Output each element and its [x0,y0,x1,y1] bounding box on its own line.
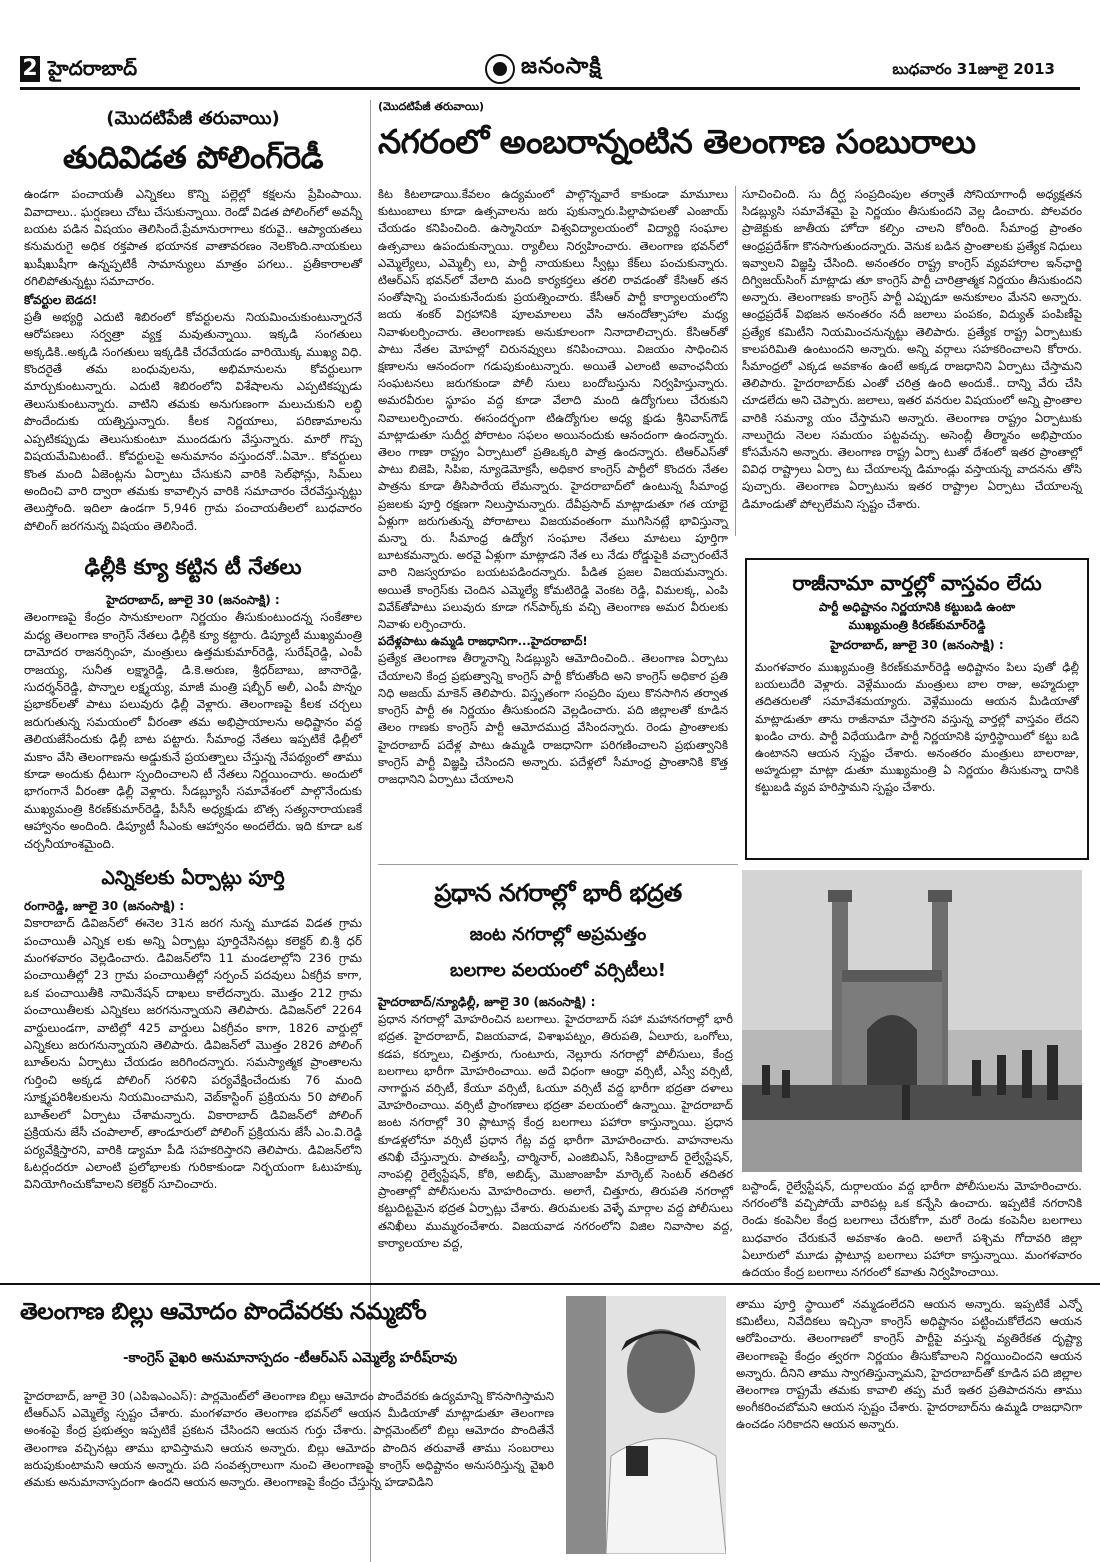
masthead [0,52,1100,88]
security-body-2: బస్టాండ్, రైల్వేస్టేషన్, దుర్గాలయం వద్ద భారీగా పోలీసులను మోహరించారు. నగరంలోకి వచ్చిపోయే వారిపట్ల ఒక కన్నేసి ఉంచారు. ఇప్పటికే నగరానికి రెండు కంపెనీల కేంద్ర బలగాలు చేరుకోగా, మరో రెండు కంపెనీల బలగాలు బుధవారం చేరుకునే అవకాశం ఉంది. అలాగే పశ్చిమ గోదావరి జిల్లా ఏలూరులో మూడు ప్లాటూన్ల బలగాలు పహారా కాస్తున్నాయి. మంగళవారం ఉదయం కేంద్ర బలగాలు నగరంలో కవాతు నిర్వహించాయి. [742,1179,1082,1280]
bill-column-right [736,1296,1082,1434]
paper-logo [485,52,602,86]
polling-body-2: ప్రతీ అభ్యర్థి ఎదుటి శిబిరంలో కోవర్టులను నియమించుకుంటున్నారనే ఆరోపణలు సర్వత్రా వ్యక్త మవుతున్నాయి. ఇక్కడి సంగతులు అక్కడికి..అక్కడి సంగతులు ఇక్కడికి చేరవేయడం వారియొక్క ముఖ్య విధి. కొందరైతే తమ బంధువులను, అభిమానులను కోవర్టులుగా మార్చుకుంటున్నారు. ఎదుటి శిబిరంలోని విశేషాలను ఎప్పటికప్పుడు తెలుసుకుంటున్నారు. వాటిని తమకు అనుగుణంగా మలుచుకుని లబ్ధి పొందేందుకు యత్నిస్తున్నారు. కీలక నిర్ణయాలు, పరిణామాలను ఎప్పటికప్పుడు తెలుసుకుంటూ ముందడుగు వేస్తున్నారు. మారో గొప్ప విషయమేమిటంటే.. కోవర్టులపై అనుమానం వస్తుందనో..ఏమో.. కోవర్టులు కొంత మంది ఏజెంట్లను ఏర్పాటు చేసుకుని వారికి సెల్‌ఫోన్లు, సిమ్‌లు అందించి వారి ద్వారా తమకు కావాల్సిన వారికి సమాచారం చేరవేస్తున్నట్టు తెలుస్తోంది. ఇదిలా ఉండగా 5,946 గ్రామ పంచాయతీలలో బుధవారం పోలింగ్ జరగనున్న విషయం తెలిసిందే. [24,309,362,533]
page-number: 2 [20,56,40,82]
resignation-dateline: హైదరాబాద్, జూలై 30 (జనంసాక్షి) : [830,638,1004,652]
resignation-box [745,558,1089,860]
harish-rao-photo [566,1296,726,1554]
bottom-rule [0,1283,1100,1285]
bill-body: హైదరాబాద్, జూలై 30 (ఎపిఇఎంఎస్): పార్లమెంట్‌లో తెలంగాణ బిల్లు ఆమోదం పొందేవరకు ఉద్యమాన్ని కొనసాగిస్తామని టీఆర్ఎస్ ఎమ్మెల్యే స్పష్టం చేశారు. మంగళవారం తెలంగాణ భవన్‌లో ఆయన మీడియాతో మాట్లాడుతూ తెలంగాణ అంశంపై కేంద్ర ప్రభుత్వం ఇప్పటికే ప్రకటన చేసిందని ఆయన గుర్తు చేశారు. పార్లమెంట్‌లో బిల్లు ఆమోదం పొందితేనే తెలంగాణ వచ్చినట్లు తాము భావిస్తామని ఆయన అన్నారు. బిల్లు ఆమోదం పొందిన తరువాతే తాము సంబరాలు జరుపుకుంటామని ఆయన అన్నారు. పది సంవత్సరాలుగా నుంచి తెలంగాణపై కాంగ్రెస్ అధిష్టానం అనుసరిస్తున్న వైఖరి తమకు అనుమానాస్పదంగా ఉందని ఆయన అన్నారు. తెలంగాణపై కేంద్రం చేస్తున్న హడావిడిని [24,1389,554,1490]
column-divider [735,186,736,536]
left-column [24,110,362,1194]
edition-city: హైదరాబాద్ [48,56,138,80]
security-body: ప్రధాన నగరాల్లో మోహరించిన బలగాలు. హైదరాబాద్ సహా మహానగరాల్లో భారీ భద్రత. హైదరాబాద్, విజయవాడ, విశాఖపట్నం, తిరుపతి, ఏలూరు, ఒంగోలు, కడప, కర్నూలు, చిత్తూరు, గుంటూరు, నెల్లూరు నగరాల్లో పోలీసులు, కేంద్ర బలగాలు భారీగా మోహరించాయి. అదే విధంగా ఆంధ్రా వర్సిటీ, ఎస్వీ వర్సిటీ, నాగార్జున వర్సిటీ, కేయూ వర్సిటీ, ఓయూ వర్సిటీ వద్ద భారీగా భద్రతా దళాలు మోహరించాయి. వర్సిటీ ప్రాంగణాలు భద్రతా వలయంలో ఉన్నాయి. హైదరాబాద్ జంట నగరాల్లో 30 ప్లాటూన్ల కేంద్ర బలగాలు పహారా కాస్తున్నాయి. ప్రధాన కూడళ్లలోనూ వర్సిటీ ప్రధాన గేట్ల వద్ద భారీగా మోహరించారు. వాహనాలను తనిఖీ చేస్తున్నారు. పాతబస్తీ, చార్మినార్, ఎంజిబిఎస్, సికింద్రాబాద్ రైల్వేస్టేషన్, నాంపల్లి రైల్వేస్టేషన్, కోఠి, అబిడ్స్, మొజాంజాహీ మార్కెట్ సెంటర్ తదితర ప్రాంతాల్లో పోలీసులను మోహరించారు. అలాగే, చిత్తూరు, తిరుపతి నగరాల్లో కట్టుదిట్టమైన భద్రత ఏర్పాట్లు చేశారు. తిరుమలకు వెళ్ళే మార్గాల వద్ద పోలీసులు తనిఖీలు ముమ్మరంచేశారు. విజయవాడ నగరంలోని విజిల నివాసాల వద్ద, కార్యాలయాల వద్ద, [378,1012,733,1250]
continued-kicker: (మొదటిపేజీ తరువాయి) [106,108,280,129]
column-divider [370,100,371,1562]
security-dateline: హైదరాబాద్/న్యూఢిల్లీ, జూలై 30 (జనంసాక్షి) : [378,995,596,1009]
lead-body-1: కిట కిటలాడాయి.కేవలం ఉద్యమంలో పాల్గొన్నవారే కాకుండా మామూలు కుటుంబాలు కూడా ఉత్సవాలను జరు పుకున్నారు.పిల్లాపాపలతో ఎంజాయ్ చేయడం కనిపించింది. ఉస్మానియా విశ్వవిద్యాలయంలో విద్యార్థి సంఘాల ఉత్సవాలు ఉపందుకున్నాయి. ర్యాలీలు నిర్వహించారు. తెలంగాణ భవన్‌లో ఎమ్మెల్యేలు, ఎమ్మెల్సీ లు, పార్టీ నాయకులు స్వీట్లు కేక్‌లు పంచుకున్నారు. టిఆర్‌ఎస్ భవన్‌లో వేలాది మంది కార్యకర్తలు తరలి రావడంతో కేసిఆర్ తన సంతోషాన్ని పంచుకునేందుకు ప్రయత్నించారు. కేసీఆర్ పార్టీ కార్యాలయంలోని జయ శంకర్ విగ్రహానికి పూలమాలలు వేసి ఆనందోత్సాహాల మధ్య నివాళులర్పించారు. తెలంగాణకు అనుకూలంగా నినాదాలిచ్చారు. కేసిఆర్‌తో పాటు నేతల మోహల్లో చిరునవ్వులు కనిపించాయి. విజయం సాధించిన క్షణాలను ఆనందంగా గడుపుకుంటున్నారు. అయితే ఎలాంటి అవాంఛనీయ సంఘటనలు జరుగకుండా పోలీ సులు బందోబస్తును నిర్వహిస్తున్నారు. అమరవీరుల స్థూపం వద్ద కూడా వేలాది మంది ఉద్యోగులు చేరుకుని నివాలులర్పించారు. ఈసందర్భంగా టిఉద్యోగుల అధ్య క్షుడు శ్రీనివాస్‌గౌడ్ మాట్లాడుతూ సుదీర్ఘ పోరాటం సఫలం అయినందుకు ఆనందంగా ఉందన్నారు. తెలం గాణా రాష్ట్రం ఏర్పాటులో ప్రతిఒక్కరి పాత్ర ఉందన్నారు. టిఆర్‌ఎస్‌తో పాటు బిజెపి, సిపిఐ, న్యూడెమోక్రసీ, అధికార కాంగ్రెస్ పార్టీలో కొందరు నేతల పాత్రను కూడా తీసిపారేయ లేమన్నారు. హైదరాబాద్‌లో ఉంటున్న సీమాంధ్ర ప్రజలకు పూర్తి రక్షణగా నిలుస్తామన్నారు. దేవీప్రసాద్ మాట్లాడుతూ గత యాభై ఏళ్లుగా జరుగుతున్న పోరాటాలు విజయవంతంగా ముగిసినట్లే భావిస్తున్నా మన్నా రు. సీమాంధ్ర ఉద్యోగ సంఘాల నేతలు మాటలు పూర్తిగా బూటకమన్నారు. అరవై ఏళ్లుగా మాట్లాడని నేత లు నేడు రోడ్డుపైకి వచ్చారంటేనే వారి నిజస్వరూపం బయటపడిందన్నారు. పీడిత ప్రజల విజయమన్నారు. అయితే కాంగ్రెస్‌కు చెందిన ఎమ్మెల్యే కోమటిరెడ్డి వెంకట రెడ్డి, విమలక్క, ఎంపి వివేక్‌తోపాటు పలువురు కూడా గన్‌పార్క్‌కు వచ్చి తెలంగాణ అమర వీరులకు నివాళు లర్పించారు. [378,187,728,632]
portrait-illustration [566,1296,726,1554]
resignation-sub-2: ముఖ్యమంత్రి కిరణ్‌కుమార్‌రెడ్డి [848,618,986,632]
polling-headline: తుదివిడత పోలింగ్‌రెడీ [62,140,324,177]
delhi-body: తెలంగాణపై కేంద్రం సానుకూలంగా నిర్ణయం తీసుకుంటుందన్న సంకేతాల మధ్య తెలంగాణ కాంగ్రెస్ నేతలు ఢిల్లీకి క్యూ కట్టారు. డిప్యూటీ ముఖ్యమంత్రి దామోదర రాజనర్సింహ, మంత్రులు ఉత్తమకుమార్‌రెడ్డి, సురేష్‌రెడ్డి, ఎంపీ రాజయ్య, సునీత లక్ష్మారెడ్డి, డి.కె.అరుణ, శ్రీధర్‌బాబు, జానారెడ్డి, సుదర్శన్‌రెడ్డి, పొన్నాల లక్ష్మయ్య, మాజీ మంత్రి షబ్బీర్ అలీ, ఎంపీ పొన్నం ప్రభాకర్‌లతో పాటు పలువురు ఢిల్లీ వెళ్లారు. తెలంగాణపై కీలక చర్చలు జరుగుతున్న సమయంలో వీరంతా తమ అభిప్రాయాలను అధిష్టానం వద్ద తెలియజేసేందుకు ఢిల్లీ బాట పట్టారు. సీమాంధ్ర నేతలు ఇప్పటికే ఢిల్లీలో మకాం వేసి తెలంగాణను అడ్డుకునే ప్రయత్నాలు చేస్తున్న నేపథ్యంలో తాము కూడా అందుకు ధీటుగా స్పందించాలని టీ నేతలు నిర్ణయించారు. అందులో భాగంగానే వీరంతా ఢిల్లీ వెళ్లారు. సీడబ్ల్యూసీ సమావేశంలో పాల్గొనేందుకు ముఖ్యమంత్రి కిరణ్‌కుమార్‌రెడ్డి, పీసీసీ అధ్యక్షుడు బొత్స సత్యనారాయణకే ఆహ్వానం అందింది. డిప్యూటీ సీఎంకు ఆహ్వానం అందలేదు. ఇది కూడా ఒక చర్చనీయాంశమైంది. [24,610,362,851]
capital-subhead: పదేళ్లపాటు ఉమ్మడి రాజధానిగా...హైదరాబాద్! [378,634,588,649]
arrangements-headline: ఎన్నికలకు ఏర్పాట్లు పూర్తి [101,867,285,890]
lead-headline: నగరంలో అంబరాన్నంటిన తెలంగాణ సంబురాలు [378,122,976,161]
resignation-body: మంగళవారం ముఖ్యమంత్రి కిరణ్‌కుమార్‌రెడ్డి అధిష్టానం పిలు పుతో ఢిల్లీ బయలుదేరి వెళ్లారు. వెళ్లేముందు మంత్రులు బాల రాజు, అహ్మదుల్లా తదితరులతో సమావేశమయ్యారు. వెళ్లేముందు ఆయన మీడియాతో మాట్లాడుతూ తాను రాజీనామా చేస్తారని వస్తున్న వార్తల్లో వాస్తవం లేదని ఖండిం చారు. పార్టీ విధేయుడిగా పార్టీ నిర్ణయానికి పూర్తిస్థాయిలో కట్టు బడి ఉంటానని ఆయన స్పష్టం చేశారు. అనంతరం మంత్రులు బాలరాజు, అహ్మదుల్లా మాట్లా డుతూ ముఖ్యమంత్రి ఏ నిర్ణయం తీసుకున్నా దానికి కట్టుబడి వ్యవ హరిస్తామని స్పష్టం చేశారు. [755,660,1079,795]
paper-name: జనంసాక్షి [521,54,602,79]
bill-headline: తెలంగాణ బిల్లు ఆమోదం పొందేవరకు నమ్మబోం [20,1299,427,1325]
lead-body-1b: ప్రత్యేక తెలంగాణ తీర్మానాన్ని సిడబ్ల్యుసి ఆమోదించింది.. తెలంగాణ ఏర్పాటు చేయాలని కేంద్ర ప్రభుత్వాన్ని కాంగ్రెస్ పార్టీ కోరుతోంది అని కాంగ్రెస్ అధికార ప్రతి నిధి అజయ్ మాకెన్ తెలిపారు. విస్తృతంగా సంప్రదిం పులు కొనసాగిన తర్వాత కాంగ్రెస్ పార్టీ ఈ నిర్ణయం తీసుకుందని వెల్లడించారు. పది జిల్లాలతో కూడిన తెలం గాణకు కాంగ్రెస్ పార్టీ ఆమోదముద్ర వేసిందన్నారు. రెండు ప్రాంతాలకు హైదరాబాద్ పదేళ్ల పాటు ఉమ్మడి రాజధానిగా పరిగణించాలని ప్రభుత్వానికి కాంగ్రెస్ పార్టీ విజ్ఞప్తి చేసిందని అన్నారు. పదేళ్లలో సీమాంధ్ర ప్రాంతానికి కొత్త రాజధానిని ఏర్పాటు చేయాలని [378,651,728,786]
charminar-photo [742,870,1082,1172]
delhi-dateline: హైదరాబాద్, జూలై 30 (జనంసాక్షి) : [106,593,280,608]
lead-body-2: సూచించింది. సు దీర్ఘ సంప్రదింపుల తర్వాతే సోనియాగాంధీ అధ్యక్షతన సిడబ్ల్యుసి సమావేశమై పై నిర్ణయం తీసుకుందని వెల్ల డించారు. పోలవరం ప్రాజెక్టుకు జాతీయ హోదా కల్పిం చాలని కోరింది. సీమాంధ్ర ప్రాంతం ఆంధ్రప్రదేశ్‌గా కొనసాగుతుందన్నారు. వెనుక బడిన ప్రాంతాలకు ప్రత్యేక నిధులు ఇవ్వాలని విజ్ఞప్తి చేసింది. అనంతరం రాష్ట్ర కాంగ్రెస్ వ్యవహారాల ఇన్‌ఛార్జి దిగ్విజయ్‌సింగ్ మాట్లాడు తూ కాంగ్రెస్ పార్టీ చారిత్రాత్మక నిర్ణయం తీసుకుందని అన్నారు. తెలంగాణకు కాంగ్రెస్ పార్టీ ఎప్పుడూ అనుకూలం మేనని అన్నారు. ఆంధ్రప్రదేశ్ విభజన అనంతరం నదీ జలాలు పంపకం, విద్యుత్ పంపిణీపై ప్రత్యేక కమిటీని నియమించనున్నట్టు తెలిపారు. ప్రత్యేక రాష్ట్ర ఏర్పాటుకు కాలపరిమితి ఉంటుందని అన్నారు. అన్ని వర్గాలు సహకరించాలని కోరారు. సీమాంధ్రలో ఎక్కడ అవకాశం ఉంటే అక్కడ రాజధానిని ఏర్పాటు చేస్తామని తెలిపారు. హైదరాబాద్‌కు ఎంతో చరిత్ర ఉంది అందుకే.. దాన్ని వేరు చేసి చూడలేదు అని చెప్పారు. జలాలు, ఇతర వనరుల విషయంలో అన్ని ప్రాంతాల వారికి సమన్యా యం చేస్తామని అన్నారు. తెలంగాణ రాష్ట్రం ఏర్పాటుకు నాలుగైదు నెలల సమయం పట్టవచ్చు. అసెంబ్లీ తీర్మానం అభిప్రాయం కోసమేనని అన్నారు. తెలంగాణ రాష్ట్ర ఏర్పా టుతో దేశంలో ఇతర ప్రాంతాల్లో వివిధ రాష్ట్రాలు ఏర్పా టు చేయాలన్న డిమాండ్లు వస్తాయన్న వాదనను తోసి పుచ్చారు. తెలంగాణ ఏర్పాటును ఇతర రాష్ట్రాల ఏర్పాటు చేయాలన్న డిమాండుతో పోల్చలేమని స్పష్టం చేశారు. [742,187,1082,511]
issue-date: బుధవారం 31జూలై 2013 [892,60,1055,78]
lead-column-1 [378,186,728,788]
bill-column [24,1388,554,1491]
resignation-sub-1: పార్టీ అధిష్టానం నిర్ణయానికి కట్టుబడి ఉంటా [818,600,1016,614]
logo-emblem-icon [485,54,515,84]
delhi-headline: ఢిల్లీకి క్యూ కట్టిన టీ నేతలు [84,555,302,580]
bill-body-right: తాము పూర్తి స్థాయిలో నమ్మడంలేదని ఆయన అన్నారు. ఇప్పటికే ఎన్నో కమిటీలు, నివేదికలు ఇచ్చినా కాంగ్రెస్ అధిష్టానం పట్టించుకోలేదని ఆయన ఆరోపించారు. తెలంగాణలో కాంగ్రెస్ పార్టీపై వస్తున్న వ్యతిరేకత దృష్ట్యా తెలంగాణపై కేంద్రం త్వరగా నిర్ణయం తీసుకోవాలని నిర్ణయించిందని ఆయన అన్నారు. దీనిని తాము స్వాగతిస్తున్నామని, హైదరాబాద్‌తో కూడిన పది జిల్లాల తెలంగాణ రాష్ట్రమే తమకు కావాలి తప్ప మరే ఇతర ప్రతిపాదనను తాము అంగీకరించబోమని ఆయన స్పష్టం చేశారు. హైదరాబాద్‌ను ఉమ్మడి రాజధానిగా ఉంచడం సరికాదని ఆయన అన్నారు. [736,1297,1082,1432]
security-sub-2: బలగాల వలయంలో వర్సిటీలు! [449,960,666,981]
arrangements-dateline: రంగారెడ్డి, జూలై 30 (జనంసాక్షి) : [24,899,185,914]
bill-subhead: -కాంగ్రెస్ వైఖరి అనుమానాస్పదం -టీఆర్ఎస్ ఎమ్మెల్యే హరీష్‌రావు [122,1350,458,1366]
arrangements-body: వికారాబాద్ డివిజన్‌లో ఈనెల 31న జరగ నున్న మూడవ విడత గ్రామ పంచాయితీ ఎన్నిక లకు అన్ని ఏర్పాట్లు పూర్తిచేసినట్లు కలెక్టర్ బి.శ్రీ ధర్ మంగళవారం వెల్లడించారు. డివిజన్‌లోని 11 మండలాల్లోని 236 గ్రామ పంచాయితీల్లో 23 గ్రామ పంచాయితీల్లో సర్పంచ్ పదవులు ఏకగ్రీవ కాగా, ఒక పంచాయితీకి నామినేషన్ దాఖలు కాలేదన్నారు. మొత్తం 212 గ్రామ పంచాయితీలకు ఎన్నికలు జరగనున్నాయని తెలిపారు. డివిజన్‌లో 2264 వార్డులుండగా, వాటిల్లో 425 వార్డులు ఏకగ్రీవం కాగా, 1826 వార్డుల్లో ఎన్నికలు జరుగనున్నాయని తెలిపారు. డివిజన్‌లో మొత్తం 2826 పోలింగ్ బూత్‌లను ఏర్పాటు చేయడం జరిగిందన్నారు. సమస్యాత్మక ప్రాంతాలను గుర్తించి అక్కడ పోలింగ్ సరళిని పర్యవేక్షించేందుకు 76 మంది సూక్ష్మపరిశీలకులను నియమించామని, వెబ్‌కాస్టింగ్ ప్రక్రియను 50 పోలింగ్ బూత్‌లలో ఏర్పాటు చేశామన్నారు. వికారాబాద్ డివిజన్‌లో పోలింగ్ ప్రక్రియను జేసీ చంపాలాల్, తాండూరులో పోలింగ్ ప్రక్రియను జేసీ ఎం.వి.రెడ్డి పర్యవేక్షిస్తారని, వారికి డ్యామా పీడి సహకరిస్తారని తెలిపారు. డివిజన్‌లోని ఓటర్లందరూ ఎలాంటి ప్రలోభాలకు గురికాకుండా నిర్భయంగా ఓటుహక్కు వినియోగించుకోవాలని కలెక్టర్ సూచించారు. [24,916,362,1192]
masthead-rule [20,87,1080,90]
resignation-headline: రాజీనామా వార్తల్లో వాస్తవం లేదు [792,571,1042,595]
lead-column-2 [742,186,1082,513]
covert-subhead: కోవర్టుల బెడద! [24,292,98,307]
polling-body-1: ఉండగా పంచాయతీ ఎన్నికలు కొన్ని పల్లెల్లో కక్షలను ప్రేపింపాయి. వివాదాలు.. ఘర్షణలు చోటు చేసుకున్నాయి. రెండో విడత పోలింగ్‌లో అవన్నీ బయట పడిన విషయం తెలిసిందే.ప్రేమానురాగాలు కరువై.. ఆప్యాయతలు కనుమరుగై అధిక రక్తపాత భయానక వాతావరణం నెలకొంది.నాయకులు ఖుషీఖుషీగా ఉన్నప్పటికీ సామాన్యులు మాత్రం పగలు.. ప్రతీకారాలతో రగిలిపోతున్నట్టు సమాచారం. [24,187,362,289]
security-sub-1: జంట నగరాల్లో అప్రమత్తం [469,924,647,945]
security-headline: ప్రధాన నగరాల్లో భారీ భద్రత [434,879,682,907]
security-column-2 [742,1178,1082,1281]
lead-kicker: (మొదటిపేజీ తరువాయి) [378,100,485,113]
security-column [378,994,733,1252]
section-rule [378,864,738,865]
charminar-illustration [742,870,1082,1172]
